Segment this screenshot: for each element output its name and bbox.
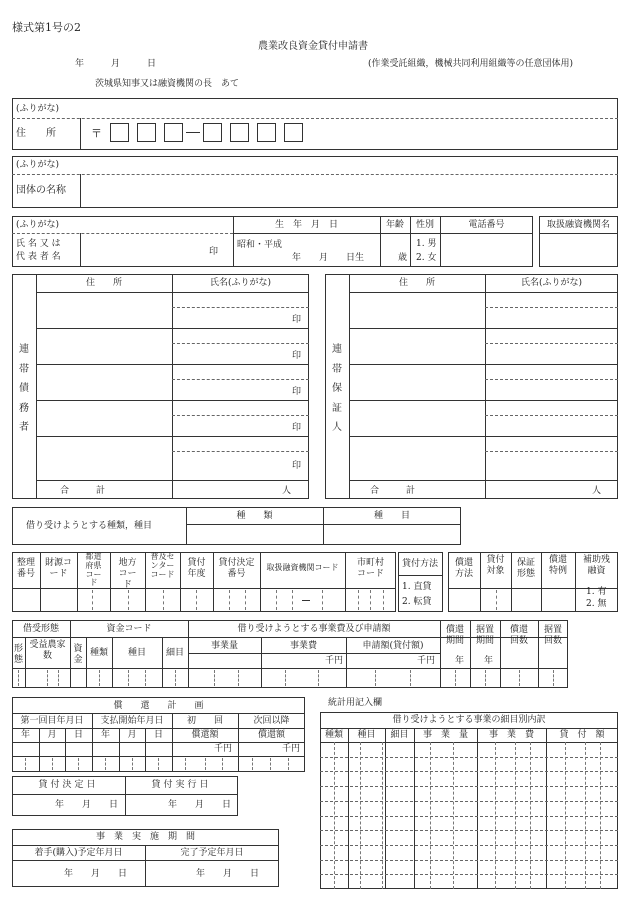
- code-year: 貸付年度: [187, 558, 206, 579]
- decision-date-header: 貸付決定日: [38, 780, 99, 790]
- age-unit: 歳: [398, 253, 408, 263]
- code-bank: 取扱融資機関コード: [266, 563, 339, 572]
- form-number: 様式第1号の2: [12, 21, 81, 34]
- plan-first-date: 第一回目年月日: [20, 716, 84, 726]
- loan-kind-col-item: 種 目: [373, 511, 410, 521]
- joint-sureties-label: [327, 340, 350, 438]
- plan-after-amount: 償還額: [257, 730, 285, 740]
- code-zaigen: 財源コード: [45, 558, 73, 579]
- group-name-label: 団体の名称: [16, 185, 66, 196]
- postal-digit-6[interactable]: [257, 123, 276, 142]
- plan-first-year: 年: [20, 730, 30, 740]
- stats-col-divider: [600, 742, 601, 889]
- postal-digit-7[interactable]: [284, 123, 303, 142]
- postal-hyphen: [186, 132, 200, 133]
- birth-date-value[interactable]: 年 月 日生: [292, 253, 365, 263]
- stats-row-divider: [320, 801, 618, 802]
- implementation-period-title: 事 業 実 施 期 間: [95, 832, 195, 842]
- stats-row-divider: [320, 816, 618, 817]
- cost-unit: 千円: [325, 656, 344, 666]
- stats-col-divider: [495, 742, 496, 889]
- decision-date-value[interactable]: 年 月 日: [55, 800, 119, 810]
- stats-row-divider: [320, 860, 618, 861]
- debtor-seal-5: 印: [292, 461, 302, 471]
- defer-count: 据置回数: [544, 625, 563, 646]
- requested-amount-col: 申請額(貸付額): [362, 641, 424, 651]
- stats-label: 統計用記入欄: [328, 698, 383, 708]
- group-name-box: [12, 156, 618, 208]
- debtor-seal-1: 印: [292, 315, 302, 325]
- execution-date-header: 貸付実行日: [151, 780, 212, 790]
- fund-detail-col: 細目: [165, 648, 184, 658]
- impl-end-value[interactable]: 年 月 日: [196, 869, 260, 879]
- stats-row-divider: [320, 771, 618, 772]
- repay-guarantee: 保証形態: [516, 558, 535, 579]
- rep-label-2: 代 表 者 名: [16, 252, 61, 262]
- address-furigana-label: (ふりがな): [16, 104, 60, 114]
- plan-pay-start: 支払開始年月日: [100, 716, 164, 726]
- stats-col-kind: 種類: [324, 730, 343, 740]
- loan-kind-label: 借り受けようとする種類，種目: [26, 521, 153, 531]
- form-note: (作業受託組織，機械共同利用組織等の任意団体用): [368, 59, 574, 69]
- loan-method-direct[interactable]: 1. 直貸: [402, 582, 432, 592]
- stats-row-divider: [320, 874, 618, 875]
- debtors-total-label: 合 計: [60, 486, 106, 496]
- phone-header: 電話番号: [468, 220, 505, 230]
- impl-start-value[interactable]: 年 月 日: [64, 869, 128, 879]
- address-box: [12, 98, 618, 150]
- group-furigana-label: (ふりがな): [16, 160, 60, 170]
- repay-method: 償還方法: [454, 558, 473, 579]
- fund-col: 資金: [73, 644, 83, 665]
- sureties-total-unit: 人: [592, 486, 602, 496]
- plan-after: 次回以降: [253, 716, 290, 726]
- business-cost-col: 事業費: [289, 641, 317, 651]
- code-decision-no: 貸付決定番号: [218, 558, 255, 579]
- stats-col-divider: [530, 742, 531, 889]
- postal-digit-1[interactable]: [110, 123, 129, 142]
- plan-first-month: 月: [47, 730, 57, 740]
- loan-method-header: 貸付方法: [402, 559, 439, 569]
- defer-period: 据置期間: [476, 625, 495, 646]
- bank-name-header: 取扱融資機関名: [546, 220, 610, 230]
- stats-col-item: 種目: [357, 730, 376, 740]
- stats-col-divider: [430, 742, 431, 889]
- plan-start-day: 日: [153, 730, 163, 740]
- postal-digit-4[interactable]: [203, 123, 222, 142]
- debtor-seal-2: 印: [292, 351, 302, 361]
- impl-end-header: 完了予定年月日: [180, 848, 244, 858]
- repay-special: 償還特例: [548, 555, 567, 576]
- rep-seal: 印: [209, 247, 219, 257]
- debtors-col-address: 住 所: [85, 278, 122, 288]
- stats-col-divider: [515, 742, 516, 889]
- fund-item-col: 種目: [127, 648, 146, 658]
- stats-breakdown-title: 借り受けようとする事業の細目別内訳: [392, 715, 546, 725]
- birth-date-header: 生 年 月 日: [274, 220, 338, 230]
- stats-col-volume: 事 業 量: [422, 730, 468, 740]
- impl-start-header: 着手(購入)予定年月日: [34, 848, 123, 858]
- form-title: 農業改良資金貸付申請書: [258, 41, 368, 52]
- rep-label-1: 氏 名 又 は: [16, 239, 61, 249]
- volume-col: 事業量: [210, 641, 238, 651]
- stats-row-divider: [320, 830, 618, 831]
- stats-col-cost: 事 業 費: [488, 730, 534, 740]
- stats-col-divider: [360, 742, 361, 889]
- plan-start-month: 月: [127, 730, 137, 740]
- stats-col-divider: [382, 742, 383, 889]
- plan-after-unit: 千円: [282, 744, 301, 754]
- subsidy-yes[interactable]: 1. 有: [586, 587, 607, 597]
- debtors-col-name: 氏名(ふりがな): [209, 278, 272, 288]
- fund-code-header: 資金コード: [106, 624, 152, 634]
- sureties-col-name: 氏名(ふりがな): [520, 278, 583, 288]
- plan-first-day: 日: [73, 730, 83, 740]
- address-label: 住 所: [16, 128, 56, 139]
- farmers-col: 受益農家数: [29, 640, 66, 661]
- sureties-col-address: 住 所: [398, 278, 435, 288]
- repay-count: 償還回数: [509, 625, 528, 646]
- form-col: 形態: [14, 644, 24, 665]
- postal-digit-3[interactable]: [164, 123, 183, 142]
- plan-initial: 初 回: [186, 716, 223, 726]
- stats-row-divider: [320, 757, 618, 758]
- subsidy-loan: 補助残融資: [582, 555, 610, 576]
- stats-rows: [320, 742, 618, 889]
- code-pref: 都道府県コード: [85, 552, 102, 588]
- code-region: 地方コード: [118, 558, 137, 590]
- repay-target: 貸付対象: [486, 555, 505, 576]
- period-unit: 年: [455, 656, 465, 666]
- age-header: 年齢: [385, 220, 404, 230]
- fund-kind-col: 種類: [89, 648, 108, 658]
- code-muni: 市町村コード: [356, 558, 384, 579]
- application-date[interactable]: 年 月 日: [75, 59, 157, 69]
- subsidy-no[interactable]: 2. 無: [586, 599, 607, 609]
- plan-initial-unit: 千円: [214, 744, 233, 754]
- postal-digit-5[interactable]: [230, 123, 249, 142]
- stats-col-divider: [453, 742, 454, 889]
- sex-header: 性別: [415, 220, 434, 230]
- defer-unit: 年: [484, 656, 494, 666]
- joint-sureties-text: 連帯保証人: [332, 344, 350, 433]
- stats-col-divider: [334, 742, 335, 889]
- postal-digit-2[interactable]: [137, 123, 156, 142]
- repay-period: 償還期間: [446, 625, 465, 646]
- addressee: 茨城県知事又は融資機関の長 あて: [95, 79, 240, 89]
- plan-initial-amount: 償還額: [191, 730, 219, 740]
- code-seiri: 整理番号: [16, 558, 35, 579]
- stats-col-divider: [565, 742, 566, 889]
- stats-row-divider: [320, 845, 618, 846]
- amount-unit: 千円: [417, 656, 436, 666]
- execution-date-value[interactable]: 年 月 日: [168, 800, 232, 810]
- stats-col-loan: 貸 付 額: [559, 730, 605, 740]
- loan-method-relay[interactable]: 2. 転貸: [402, 597, 432, 607]
- sex-option-female[interactable]: 2. 女: [416, 253, 437, 263]
- cost-header: 借り受けようとする事業費及び申請額: [237, 624, 391, 634]
- code-center: 普及センターコード: [150, 552, 175, 579]
- birth-era: 昭和・平成: [237, 240, 283, 250]
- rep-furigana-label: (ふりがな): [16, 220, 60, 230]
- sex-option-male[interactable]: 1. 男: [416, 239, 437, 249]
- debtor-seal-3: 印: [292, 387, 302, 397]
- plan-start-year: 年: [100, 730, 110, 740]
- repayment-plan-title: 償 還 計 画: [113, 701, 204, 711]
- stats-col-divider: [585, 742, 586, 889]
- debtors-total-unit: 人: [282, 486, 292, 496]
- borrower-form-header: 借受形態: [22, 624, 59, 634]
- sureties-total-label: 合 計: [370, 486, 416, 496]
- loan-kind-col-kind: 種 類: [236, 511, 273, 521]
- stats-col-detail: 細目: [390, 730, 409, 740]
- joint-debtors-label: [14, 340, 37, 438]
- stats-row-divider: [320, 786, 618, 787]
- postal-mark: 〒: [91, 127, 102, 140]
- joint-debtors-text: 連帯債務者: [19, 344, 37, 433]
- debtor-seal-4: 印: [292, 423, 302, 433]
